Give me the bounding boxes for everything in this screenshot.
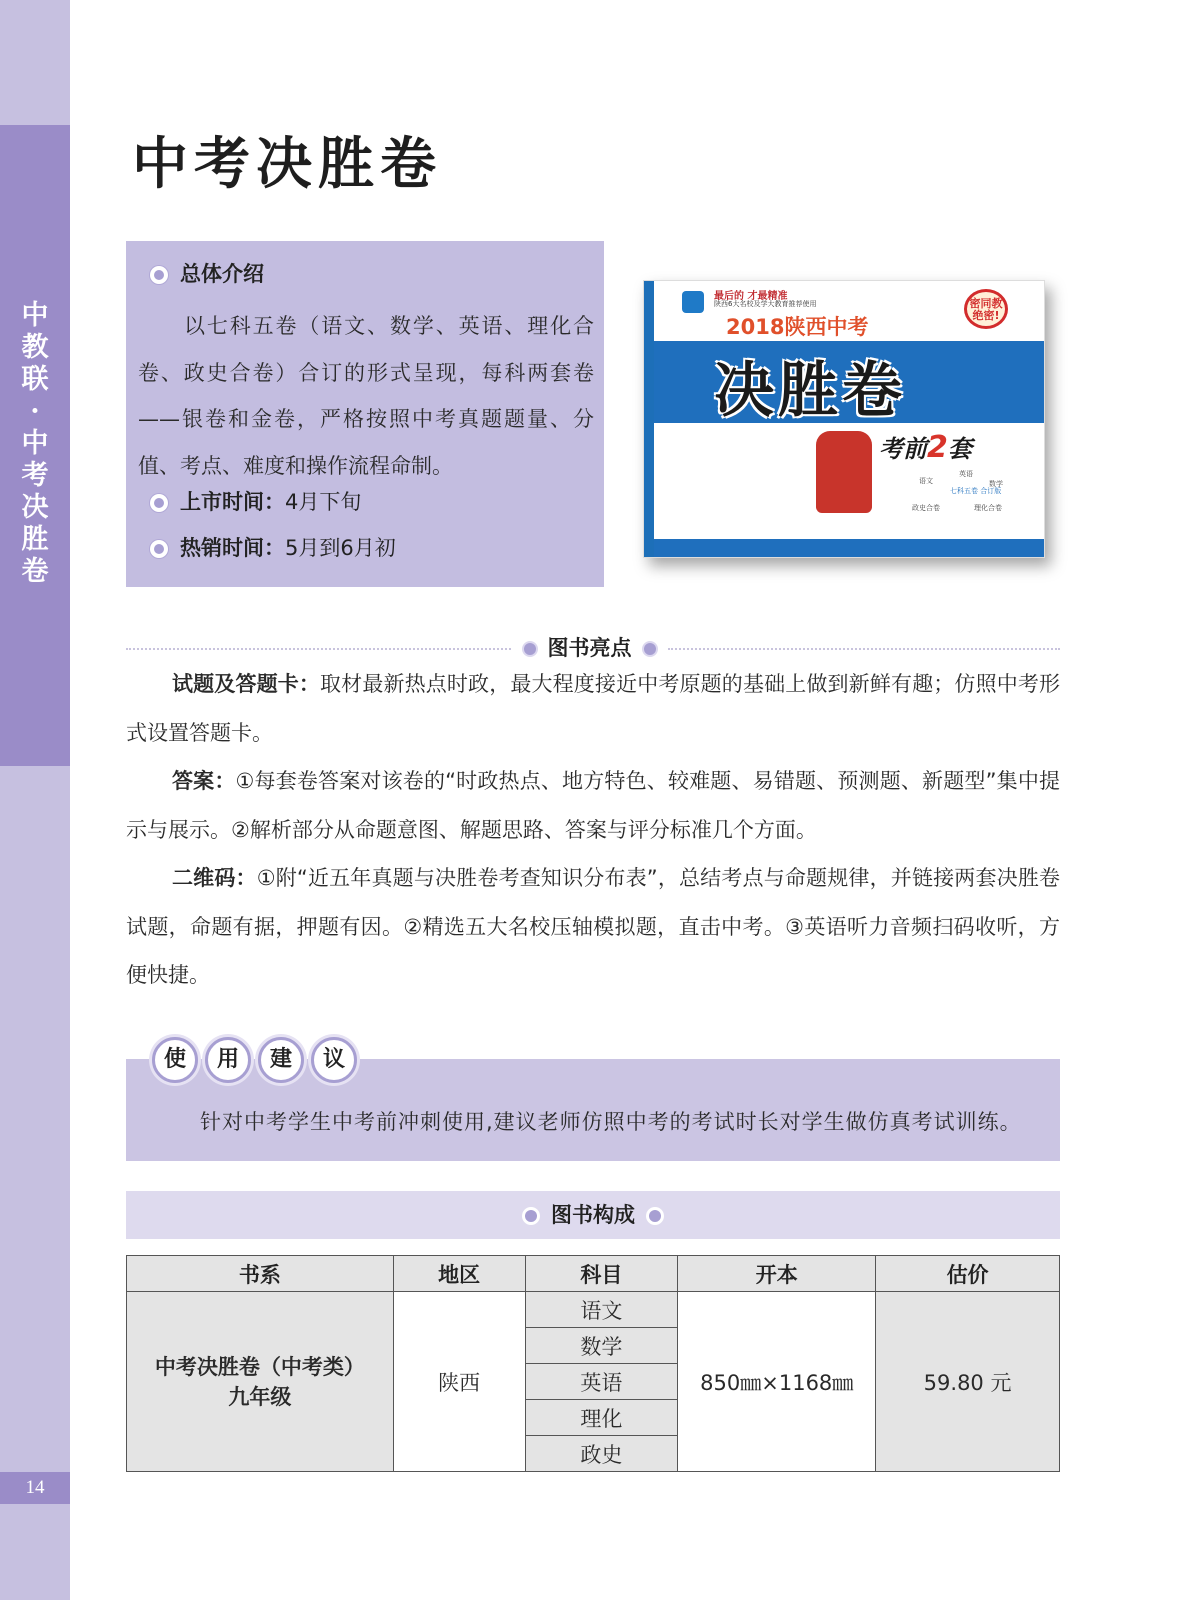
divider-left bbox=[126, 648, 511, 650]
cover-bottom-band bbox=[654, 539, 1044, 557]
cover-subject: 理化合卷 bbox=[974, 504, 1002, 512]
sidebar bbox=[0, 0, 70, 1600]
highlight-text: ①每套卷答案对该卷的“时政热点、地方特色、较难题、易错题、预测题、新题型”集中提示与展示。②解析部分从命题意图、解题思路、答案与评分标准几个方面。 bbox=[126, 769, 1060, 842]
cover-subject: 英语 bbox=[959, 470, 973, 478]
cover-subject: 语文 bbox=[919, 477, 933, 485]
region-cell: 陕西 bbox=[393, 1292, 525, 1472]
sidebar-char: 考 bbox=[21, 460, 49, 491]
dot-icon bbox=[524, 643, 536, 655]
cover-subject: 政史合卷 bbox=[912, 504, 940, 512]
highlight-text: 取材最新热点时政，最大程度接近中考原题的基础上做到新鲜有趣；仿照中考形式设置答题卡。 bbox=[126, 672, 1061, 745]
sidebar-char: 联 bbox=[21, 364, 49, 395]
page-title: 中考决胜卷 bbox=[132, 131, 442, 197]
table-header: 估价 bbox=[876, 1256, 1060, 1292]
usage-char-badge: 用 bbox=[205, 1037, 251, 1083]
price-cell: 59.80 元 bbox=[876, 1292, 1060, 1472]
usage-char-badge: 建 bbox=[258, 1037, 304, 1083]
composition-title-text: 图书构成 bbox=[551, 1203, 635, 1227]
highlight-label: 二维码： bbox=[172, 866, 257, 890]
hot-value: 5月到6月初 bbox=[285, 536, 396, 560]
cover-subject: 数学 bbox=[989, 480, 1003, 488]
table-header: 开本 bbox=[678, 1256, 876, 1292]
highlight-item bbox=[126, 757, 1060, 854]
intro-body: 以七科五卷（语文、数学、英语、理化合卷、政史合卷）合订的形式呈现，每科两套卷——银卷和金卷，严格按照中考真题题量、分值、考点、难度和操作流程命制。 bbox=[138, 314, 594, 478]
highlight-label: 试题及答题卡： bbox=[172, 672, 321, 696]
series-cell bbox=[127, 1292, 394, 1472]
highlight-label: 答案： bbox=[172, 769, 236, 793]
bullet-icon bbox=[150, 540, 168, 558]
bullet-icon bbox=[150, 266, 168, 284]
highlight-text: ①附“近五年真题与决胜卷考查知识分布表”，总结考点与命题规律，并链接两套决胜卷试题，命题有据，押题有因。②精选五大名校压轴模拟题，直击中考。③英语听力音频扫码收听，方便快捷。 bbox=[126, 866, 1061, 987]
table-row bbox=[127, 1292, 1060, 1328]
composition-table bbox=[126, 1255, 1060, 1472]
format-cell: 850㎜×1168㎜ bbox=[678, 1292, 876, 1472]
series-line: 中考决胜卷（中考类） bbox=[154, 1354, 365, 1379]
cover-badge: 七科五卷 合订版 bbox=[950, 487, 1002, 495]
sidebar-char: 中 bbox=[21, 428, 49, 459]
cover-slogan-sub: 陕西6大名校及学大教育推荐使用 bbox=[714, 300, 817, 308]
hot-label: 热销时间： bbox=[180, 536, 285, 560]
usage-char-badge: 使 bbox=[152, 1037, 198, 1083]
intro-heading-text: 总体介绍 bbox=[180, 262, 264, 286]
highlights-title bbox=[511, 632, 668, 662]
series-line: 九年级 bbox=[228, 1384, 292, 1409]
usage-char-badge: 议 bbox=[311, 1037, 357, 1083]
cover-spine bbox=[644, 281, 654, 557]
publisher-logo-icon bbox=[682, 291, 704, 313]
dot-icon bbox=[525, 1210, 537, 1222]
highlight-item bbox=[126, 660, 1060, 757]
sidebar-char: · bbox=[30, 396, 40, 427]
table-header: 地区 bbox=[393, 1256, 525, 1292]
subject-cell: 英语 bbox=[525, 1364, 678, 1400]
book-cover-image bbox=[643, 280, 1045, 558]
cover-sub-b: 套 bbox=[947, 435, 972, 463]
table-header: 书系 bbox=[127, 1256, 394, 1292]
subject-cell: 理化 bbox=[525, 1400, 678, 1436]
sidebar-vertical-title bbox=[0, 300, 70, 588]
subject-cell: 政史 bbox=[525, 1436, 678, 1472]
composition-title bbox=[126, 1191, 1060, 1239]
sidebar-char: 教 bbox=[21, 332, 49, 363]
cover-sub-a: 考前 bbox=[879, 435, 927, 463]
sidebar-char: 中 bbox=[21, 300, 49, 331]
bullet-icon bbox=[150, 494, 168, 512]
divider-right bbox=[668, 648, 1060, 650]
release-time bbox=[150, 486, 361, 516]
cover-slogan: 最后的 才最精准 bbox=[714, 291, 788, 302]
usage-text: 针对中考学生中考前冲刺使用,建议老师仿照中考的考试时长对学生做仿真考试训练。 bbox=[200, 1110, 1022, 1134]
release-label: 上市时间： bbox=[180, 490, 285, 514]
subject-cell: 数学 bbox=[525, 1328, 678, 1364]
table-header-row bbox=[127, 1256, 1060, 1292]
intro-box bbox=[126, 241, 604, 587]
cover-stamp: 密同教 绝密! bbox=[964, 289, 1008, 329]
page-number: 14 bbox=[0, 1472, 70, 1504]
highlights-title-text: 图书亮点 bbox=[547, 636, 632, 660]
cover-main-title: 决胜卷 bbox=[714, 356, 906, 426]
release-value: 4月下旬 bbox=[285, 490, 362, 514]
hot-sale-time bbox=[150, 532, 396, 562]
intro-heading bbox=[150, 258, 264, 288]
highlight-item bbox=[126, 854, 1060, 1000]
dot-icon bbox=[644, 643, 656, 655]
table-header: 科目 bbox=[525, 1256, 678, 1292]
dot-icon bbox=[649, 1210, 661, 1222]
fist-icon bbox=[816, 431, 872, 513]
cover-sub-num: 2 bbox=[927, 430, 948, 465]
cover-year-title: 2018陕西中考 bbox=[726, 315, 869, 339]
cover-sub-title bbox=[879, 429, 972, 465]
sidebar-char: 卷 bbox=[21, 556, 49, 587]
subject-cell: 语文 bbox=[525, 1292, 678, 1328]
sidebar-char: 胜 bbox=[21, 524, 49, 555]
sidebar-char: 决 bbox=[21, 492, 49, 523]
